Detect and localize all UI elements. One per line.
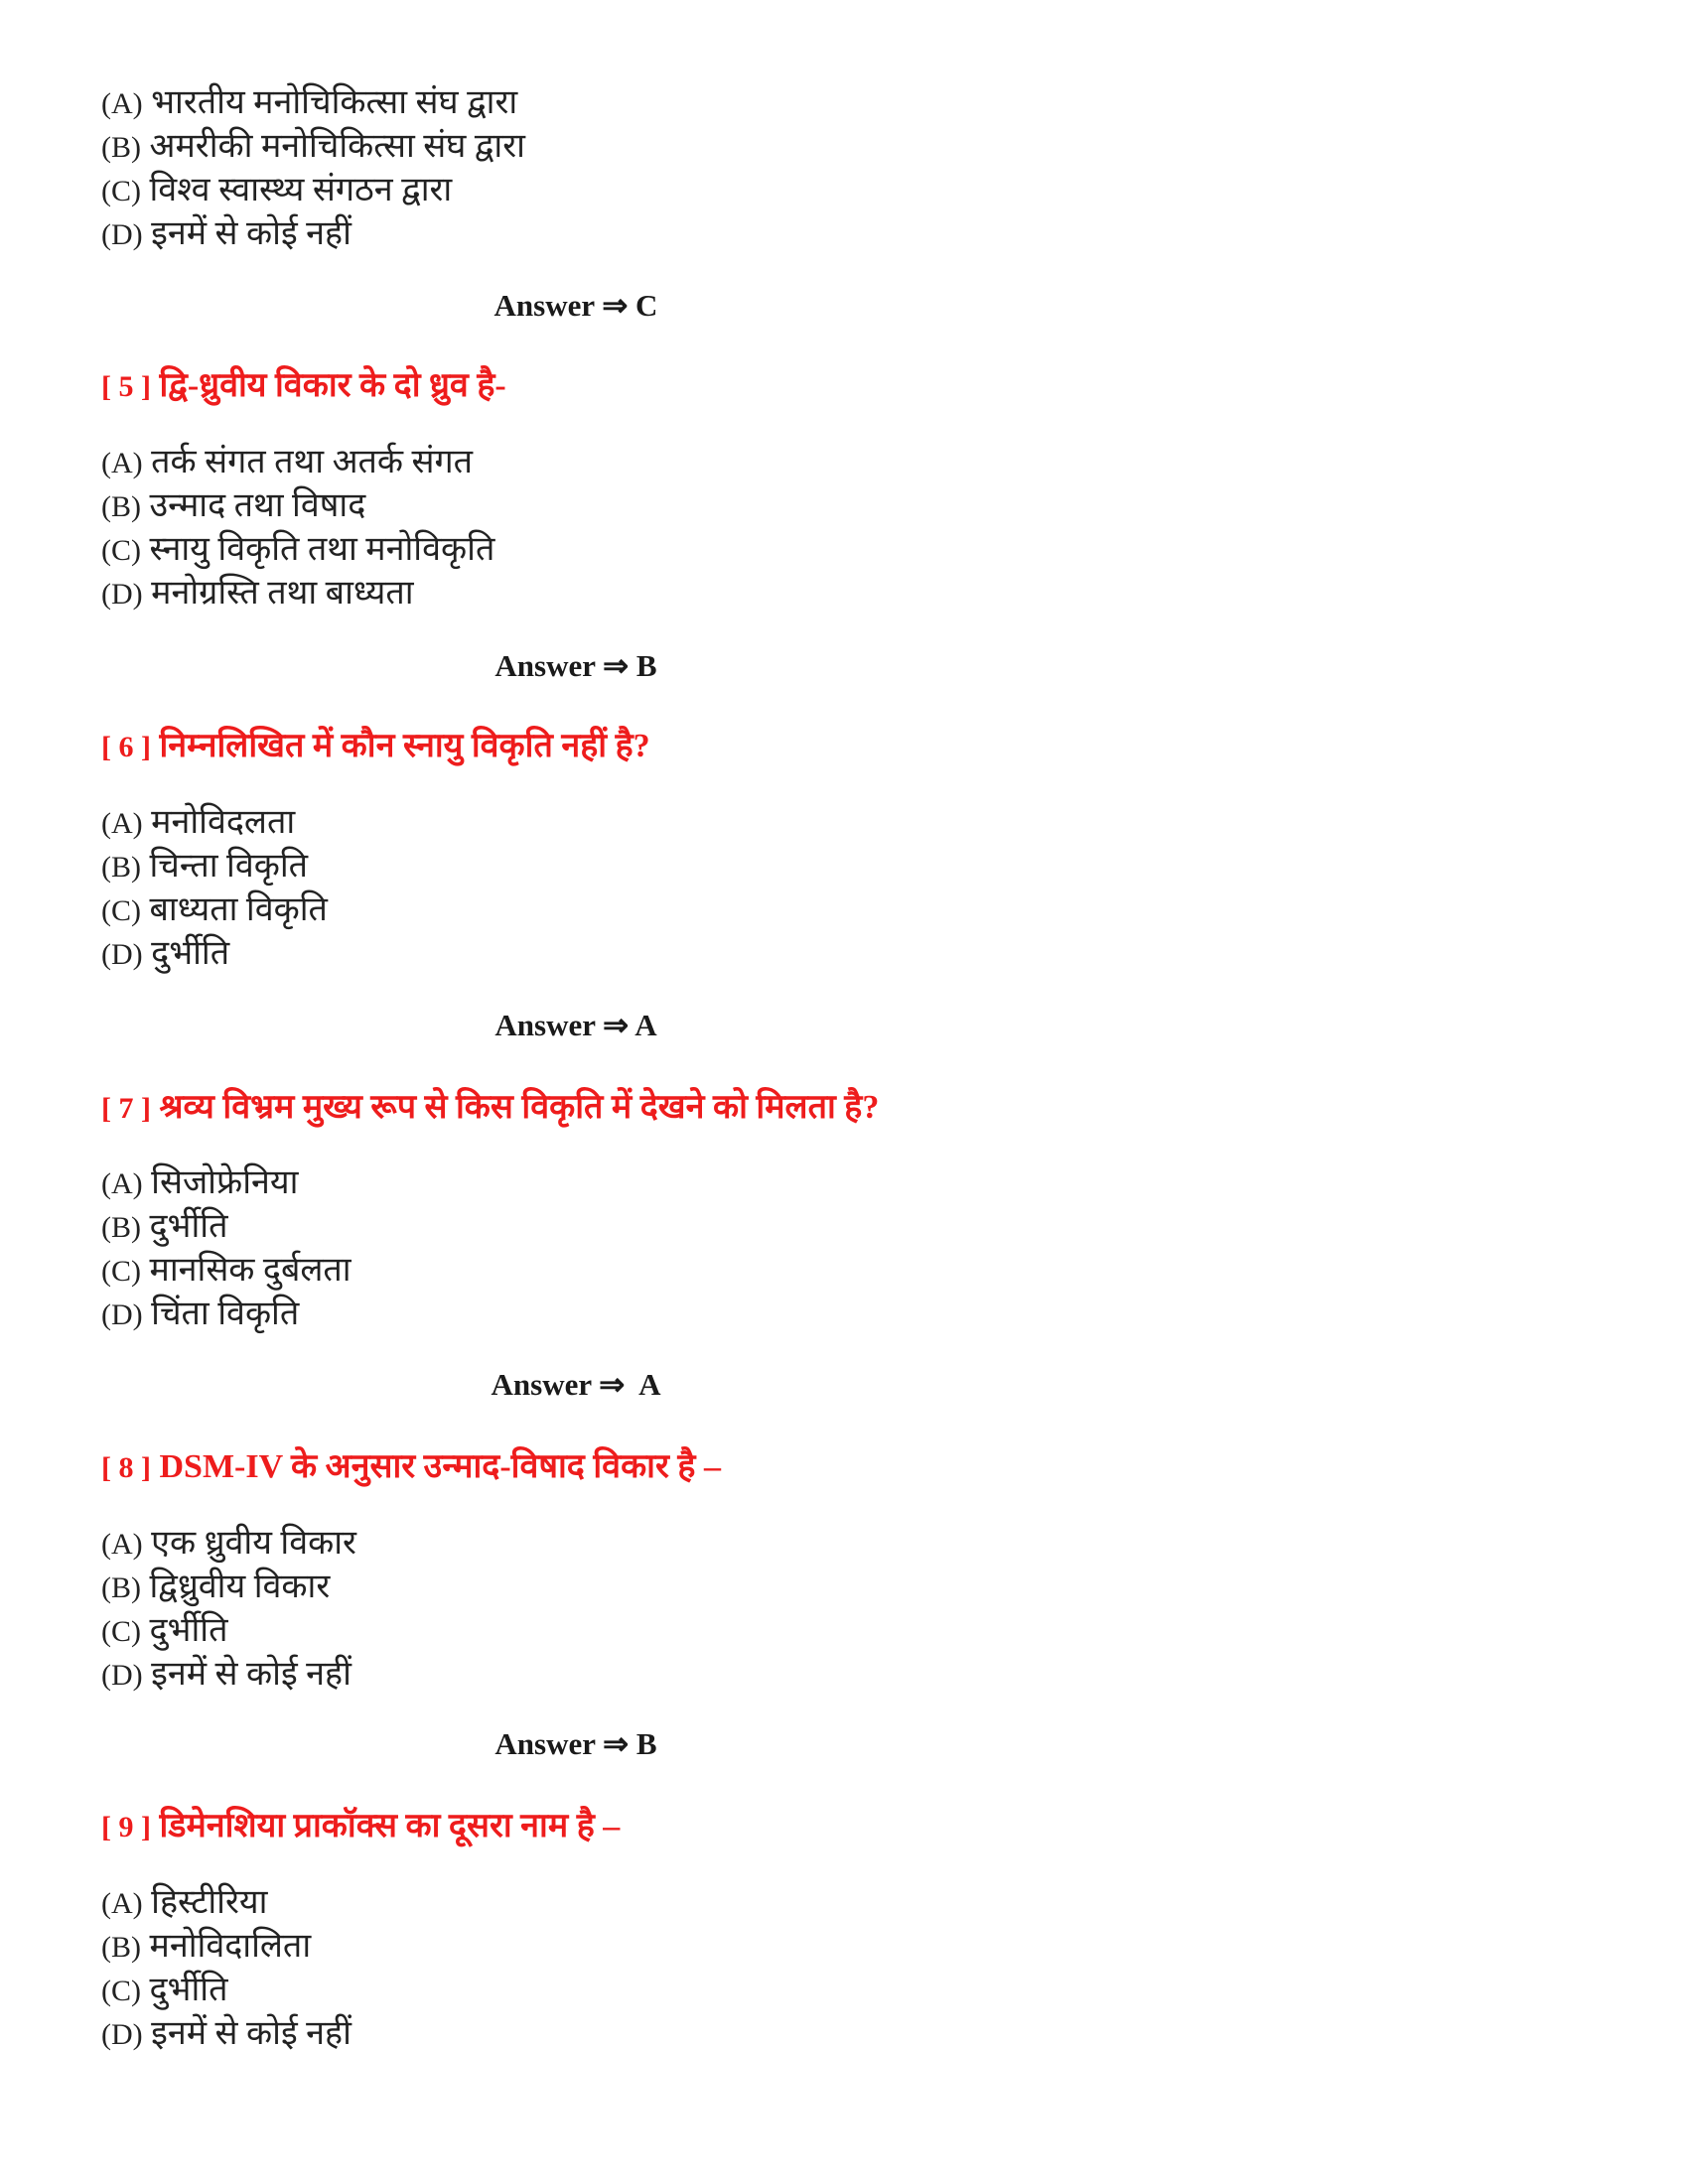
option-d: (D) इनमें से कोई नहीं — [101, 1656, 352, 1693]
option-b: (B) द्विध्रुवीय विकार — [101, 1569, 331, 1605]
option-c: (C) स्नायु विकृति तथा मनोविकृति — [101, 531, 495, 568]
question-number: [ 8 ] — [101, 1451, 151, 1484]
options-list-q5 — [101, 441, 1293, 615]
option-c: (C) विश्व स्वास्थ्य संगठन द्वारा — [101, 172, 453, 208]
option-b: (B) मनोविदालिता — [101, 1928, 312, 1965]
question-text: श्रव्य विभ्रम मुख्य रूप से किस विकृति में देखने को मिलता है? — [159, 1089, 880, 1126]
option-b: (B) अमरीकी मनोचिकित्सा संघ द्वारा — [101, 128, 525, 165]
option-a: (A) सिजोफ्रेनिया — [101, 1164, 299, 1201]
option-d: (D) दुर्भीति — [101, 935, 230, 972]
question-9 — [101, 1804, 1591, 1850]
option-a: (A) तर्क संगत तथा अतर्क संगत — [101, 444, 474, 480]
question-text: DSM-IV के अनुसार उन्माद-विषाद विकार है – — [159, 1448, 721, 1485]
option-d: (D) चिंता विकृति — [101, 1296, 300, 1332]
option-d: (D) इनमें से कोई नहीं — [101, 215, 352, 252]
question-5 — [101, 363, 1591, 410]
option-a: (A) हिस्टीरिया — [101, 1884, 268, 1921]
question-number: [ 7 ] — [101, 1092, 151, 1125]
options-list-q9 — [101, 1881, 1293, 2056]
option-c: (C) दुर्भीति — [101, 1612, 228, 1649]
option-c: (C) बाध्यता विकृति — [101, 891, 328, 928]
option-b: (B) चिन्ता विकृति — [101, 848, 309, 885]
question-6 — [101, 724, 1591, 770]
question-8 — [101, 1444, 1591, 1491]
option-d: (D) इनमें से कोई नहीं — [101, 2015, 352, 2052]
question-text: निम्नलिखित में कौन स्नायु विकृति नहीं है? — [159, 728, 650, 764]
options-list-q6 — [101, 801, 1293, 976]
options-list-q4 — [101, 81, 1293, 256]
option-c: (C) दुर्भीति — [101, 1972, 228, 2008]
question-number: [ 5 ] — [101, 370, 151, 403]
option-c: (C) मानसिक दुर्बलता — [101, 1252, 352, 1289]
options-list-q8 — [101, 1522, 1293, 1697]
option-b: (B) उन्माद तथा विषाद — [101, 487, 366, 524]
option-a: (A) मनोविदलता — [101, 804, 296, 841]
answer-q4: Answer ⇒ C — [493, 288, 658, 323]
option-d: (D) मनोग्रस्ति तथा बाध्यता — [101, 575, 414, 612]
option-a: (A) एक ध्रुवीय विकार — [101, 1525, 356, 1562]
question-number: [ 6 ] — [101, 731, 151, 763]
option-a: (A) भारतीय मनोचिकित्सा संघ द्वारा — [101, 84, 518, 121]
answer-q8: Answer ⇒ B — [494, 1726, 657, 1761]
question-number: [ 9 ] — [101, 1811, 151, 1843]
question-7 — [101, 1085, 1591, 1132]
options-list-q7 — [101, 1161, 1293, 1336]
question-text: डिमेनशिया प्राकॉक्स का दूसरा नाम है – — [159, 1808, 621, 1844]
answer-q7: Answer ⇒ A — [491, 1367, 661, 1402]
answer-q5: Answer ⇒ B — [494, 648, 657, 683]
option-b: (B) दुर्भीति — [101, 1208, 228, 1245]
answer-q6: Answer ⇒ A — [494, 1008, 657, 1042]
question-text: द्वि-ध्रुवीय विकार के दो ध्रुव है- — [159, 367, 506, 404]
